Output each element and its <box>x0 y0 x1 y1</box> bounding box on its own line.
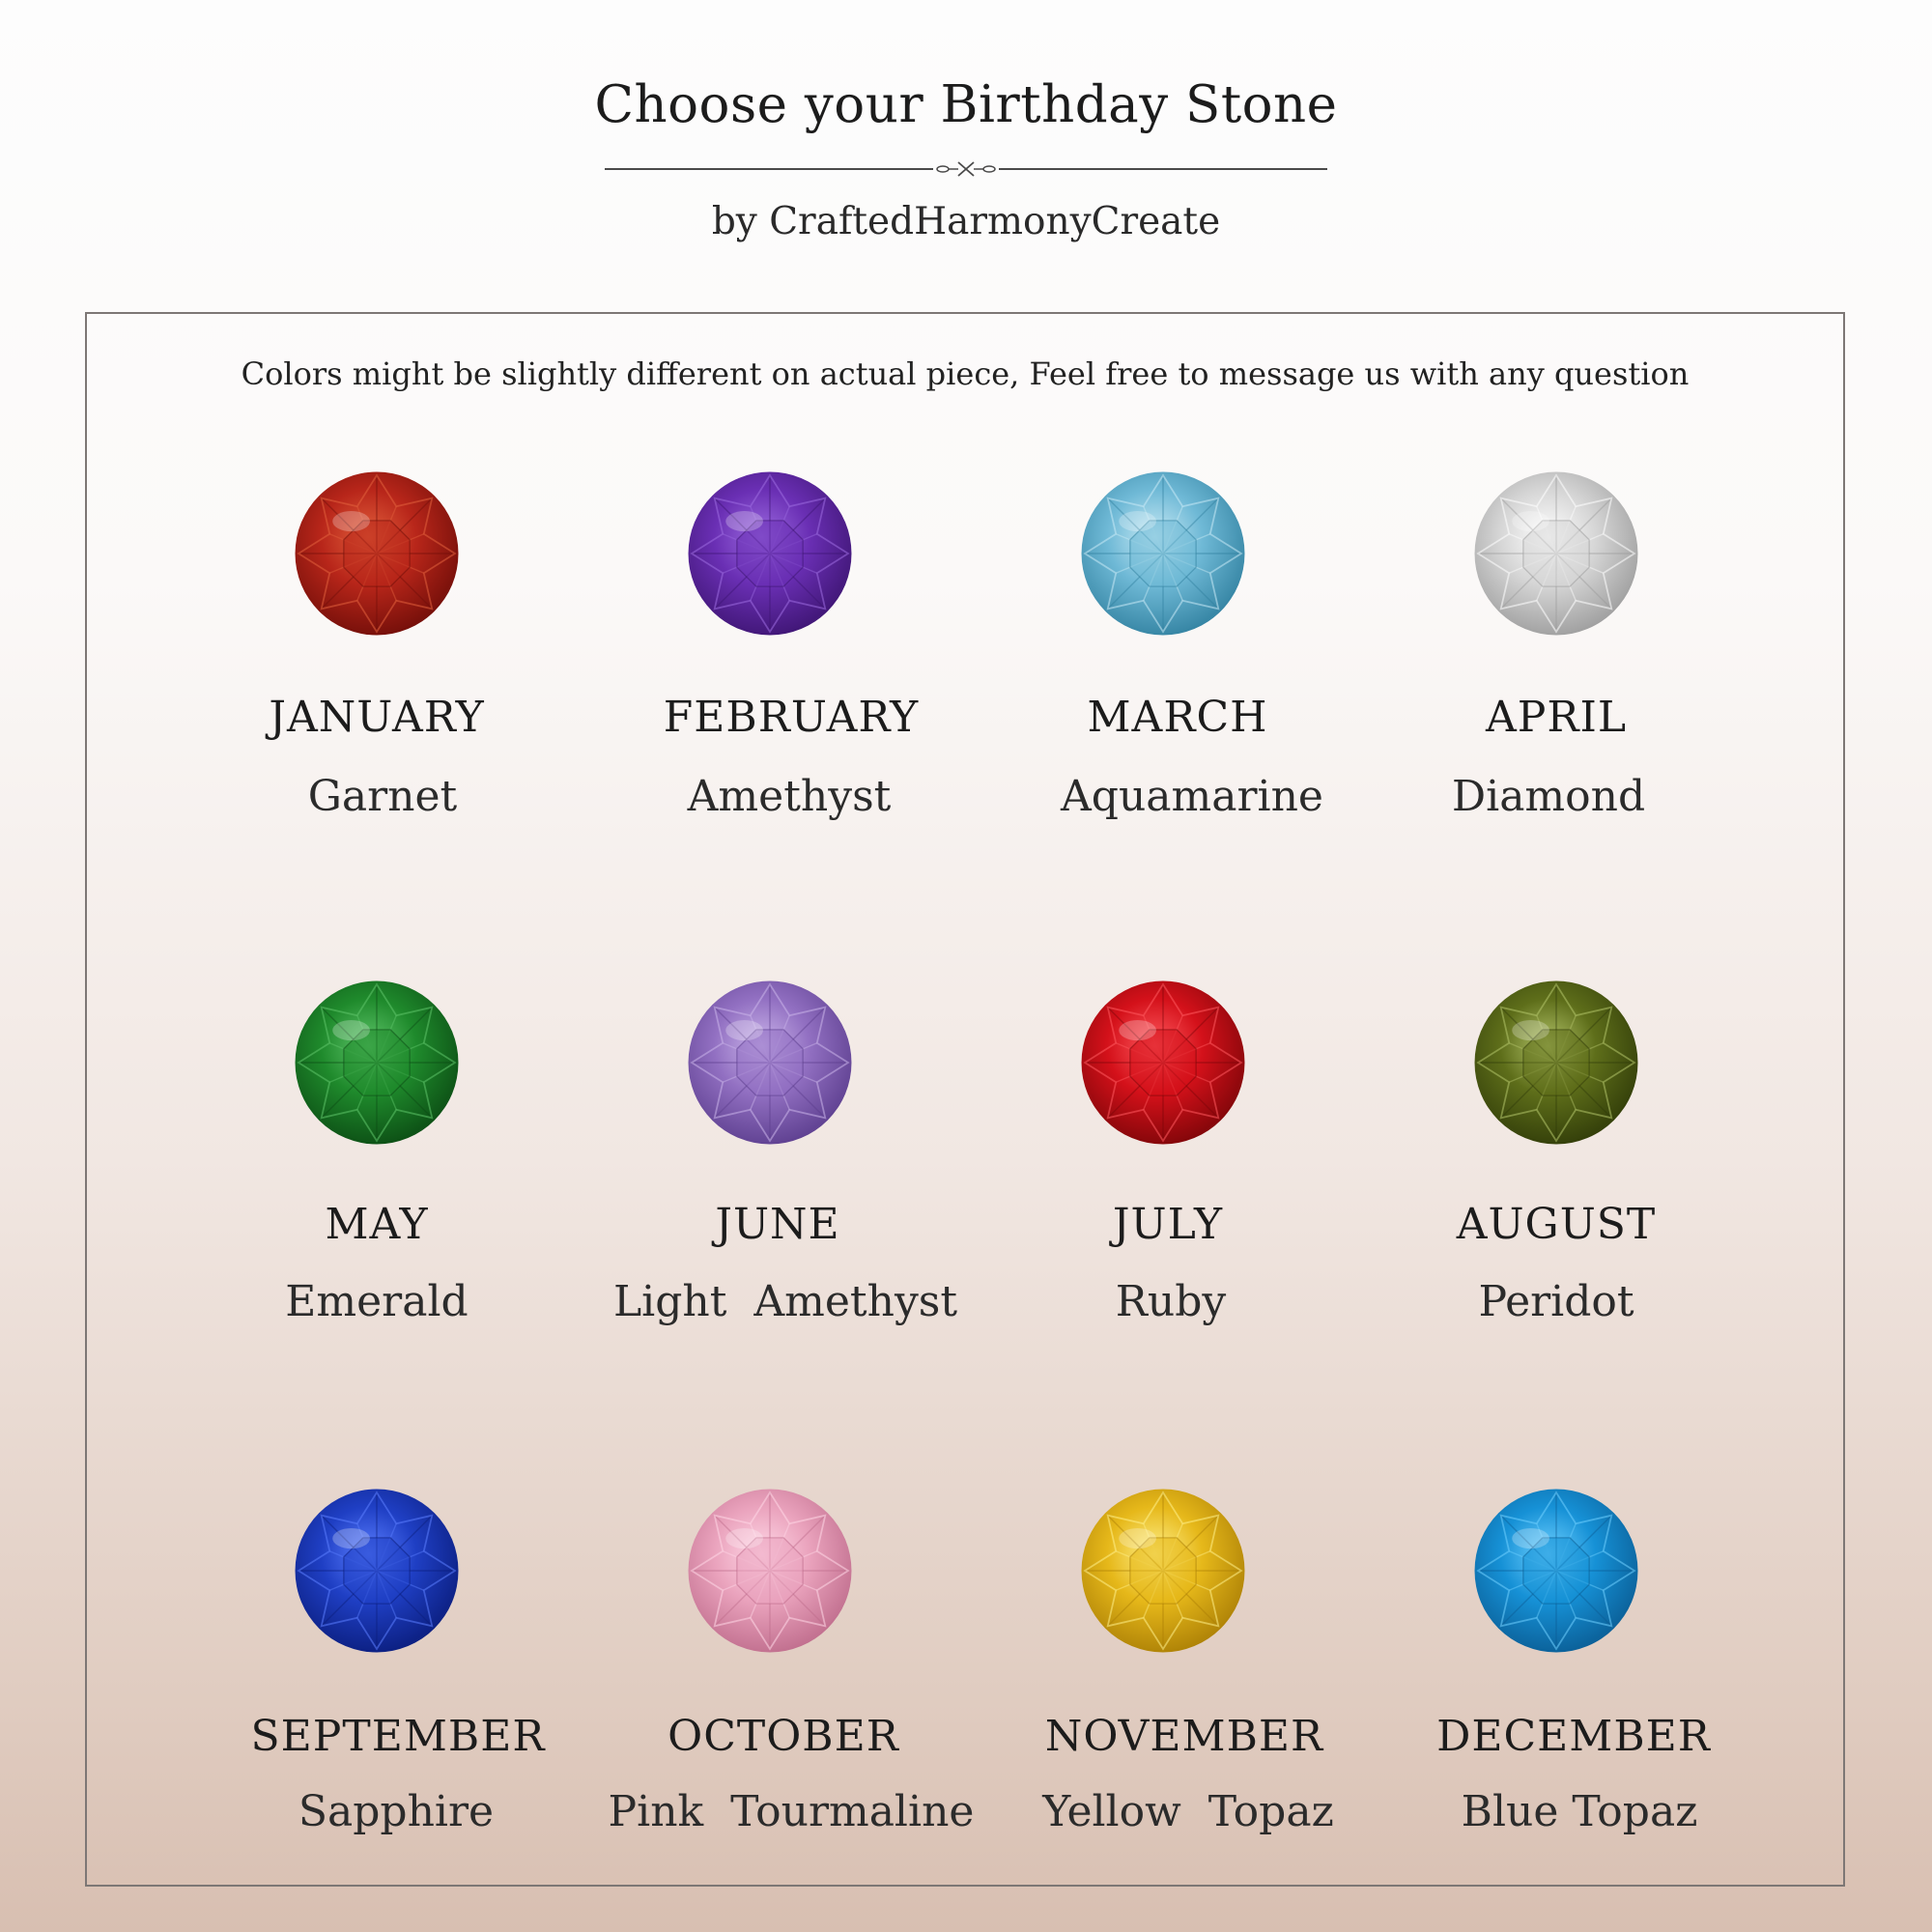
august-gem-image <box>1471 978 1641 1148</box>
january-gem-image <box>292 469 462 639</box>
december-gem-image <box>1471 1486 1641 1656</box>
july-gem-image <box>1078 978 1248 1148</box>
september-gem-image <box>292 1486 462 1656</box>
february-month-label: FEBRUARY <box>663 693 920 742</box>
page-subtitle: by CraftedHarmonyCreate <box>711 200 1221 243</box>
march-month-label: MARCH <box>1087 693 1268 742</box>
november-month-label: NOVEMBER <box>1044 1712 1324 1761</box>
june-month-label: JUNE <box>715 1200 840 1249</box>
ornamental-divider <box>605 155 1327 184</box>
february-gem-image <box>685 469 855 639</box>
december-stone-name: Blue Topaz <box>1461 1787 1698 1836</box>
march-gem-image <box>1078 469 1248 639</box>
may-month-label: MAY <box>325 1200 429 1249</box>
august-month-label: AUGUST <box>1456 1200 1657 1249</box>
january-month-label: JANUARY <box>269 693 485 742</box>
march-stone-name: Aquamarine <box>1061 772 1323 821</box>
october-month-label: OCTOBER <box>668 1712 899 1761</box>
july-stone-name: Ruby <box>1115 1277 1227 1326</box>
february-stone-name: Amethyst <box>687 772 892 821</box>
april-gem-image <box>1471 469 1641 639</box>
october-gem-image <box>685 1486 855 1656</box>
june-gem-image <box>685 978 855 1148</box>
may-stone-name: Emerald <box>285 1277 469 1326</box>
december-month-label: DECEMBER <box>1436 1712 1711 1761</box>
july-month-label: JULY <box>1112 1200 1224 1249</box>
may-gem-image <box>292 978 462 1148</box>
june-stone-name: Light Amethyst <box>612 1277 958 1326</box>
september-month-label: SEPTEMBER <box>250 1712 546 1761</box>
page-title: Choose your Birthday Stone <box>594 75 1338 134</box>
november-stone-name: Yellow Topaz <box>1042 1787 1334 1836</box>
color-notice: Colors might be slightly different on actual piece, Feel free to message us with any question <box>241 355 1690 392</box>
october-stone-name: Pink Tourmaline <box>608 1787 975 1836</box>
april-stone-name: Diamond <box>1451 772 1646 821</box>
april-month-label: APRIL <box>1485 693 1628 742</box>
january-stone-name: Garnet <box>307 772 458 821</box>
september-stone-name: Sapphire <box>298 1787 495 1836</box>
november-gem-image <box>1078 1486 1248 1656</box>
august-stone-name: Peridot <box>1478 1277 1634 1326</box>
